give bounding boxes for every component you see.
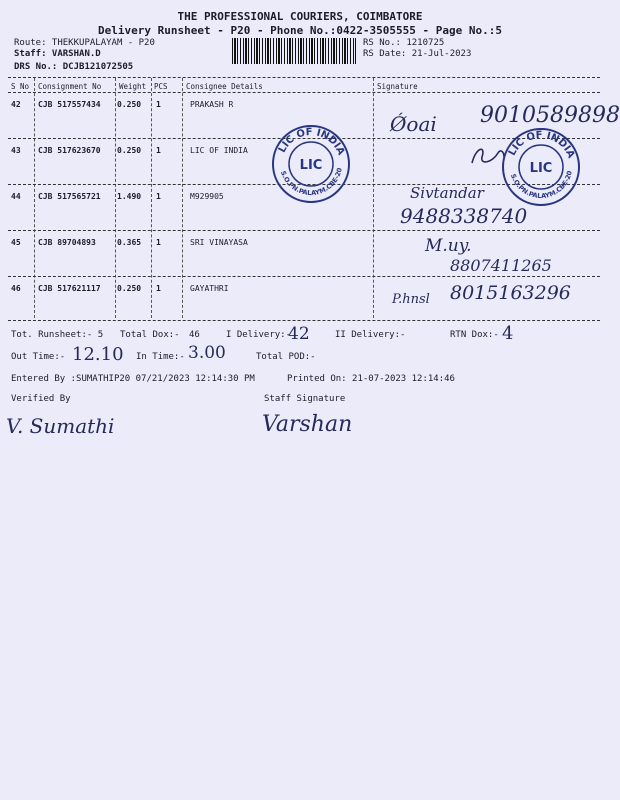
total-runsheet: Tot. Runsheet:- 5 (11, 330, 104, 340)
row-pcs: 1 (156, 146, 161, 155)
i-delivery-value: 42 (288, 324, 310, 344)
rs-number: RS No.: 1210725 (363, 38, 445, 48)
row-consignment: CJB 89704893 (38, 238, 96, 247)
row-consignee: PRAKASH R (190, 100, 234, 109)
verified-by-label: Verified By (11, 394, 71, 404)
row-sno: 42 (11, 100, 21, 109)
col-divider (151, 78, 152, 318)
staff-signature-label: Staff Signature (264, 394, 346, 404)
in-time-value: 3.00 (188, 343, 226, 363)
total-pod-label: Total POD:- (256, 352, 316, 362)
rtn-dox-label: RTN Dox:- (450, 330, 499, 340)
rs-date: RS Date: 21-Jul-2023 (363, 49, 472, 59)
total-dox-label: Total Dox:- (120, 330, 180, 340)
verified-signature: V. Sumathi (6, 414, 115, 438)
row-signature-phone: 8015163296 (450, 282, 571, 304)
row-consignment: CJB 517623670 (38, 146, 101, 155)
staff-signature: Varshan (262, 412, 353, 437)
row-consignee: M929905 (190, 192, 224, 201)
in-time-label: In Time:- (136, 352, 185, 362)
route-label: Route: THEKKUPALAYAM - P20 (14, 38, 155, 48)
row-consignee: LIC OF INDIA (190, 146, 248, 155)
row-rule (8, 276, 600, 277)
rtn-dox-value: 4 (502, 323, 514, 344)
row-sno: 44 (11, 192, 21, 201)
barcode (232, 38, 356, 64)
row-consignment: CJB 517557434 (38, 100, 101, 109)
row-signature-phone: 9488338740 (400, 204, 528, 228)
row-sno: 43 (11, 146, 21, 155)
table-top-rule (8, 77, 600, 78)
stamp-center-text: LIC (299, 158, 323, 173)
company-title: THE PROFESSIONAL COURIERS, COIMBATORE (177, 10, 423, 23)
table-bottom-rule (8, 320, 600, 321)
row-consignment: CJB 517621117 (38, 284, 101, 293)
col-pcs: PCS (154, 82, 168, 91)
row-consignee: GAYATHRI (190, 284, 229, 293)
col-divider (182, 78, 183, 318)
col-divider (34, 78, 35, 318)
out-time-value: 12.10 (72, 344, 124, 365)
total-dox-value: 46 (189, 330, 200, 340)
row-weight: 0.250 (117, 146, 142, 155)
row-pcs: 1 (156, 284, 161, 293)
row-sno: 46 (11, 284, 21, 293)
row-rule (8, 230, 600, 231)
row-consignment: CJB 517565721 (38, 192, 101, 201)
row-signature-name: Ǿoai (390, 112, 437, 136)
col-divider (115, 78, 116, 318)
lic-stamp-right (500, 126, 582, 208)
row-pcs: 1 (156, 192, 161, 201)
staff-label: Staff: VARSHAN.D (14, 49, 101, 59)
row-sno: 45 (11, 238, 21, 247)
row-signature-phone: 8807411265 (450, 256, 552, 275)
row-weight: 0.250 (117, 100, 142, 109)
row-weight: 1.490 (117, 192, 142, 201)
row-pcs: 1 (156, 238, 161, 247)
row-signature-phone: 9010589898 (480, 103, 620, 128)
row-signature-name: M.uy. (425, 236, 472, 256)
lic-stamp-left (270, 123, 352, 205)
col-divider (373, 78, 374, 318)
entered-by: Entered By :SUMATHIP20 07/21/2023 12:14:30 PM (11, 374, 255, 384)
row-weight: 0.250 (117, 284, 142, 293)
stamp-bottom-text: S.O.PN.PALAYM.CBE-20 (508, 170, 574, 201)
stamp-bottom-text: S.O.PN.PALAYM.CBE-20 (278, 167, 344, 198)
printed-on: Printed On: 21-07-2023 12:14:46 (287, 374, 455, 384)
row-signature-name: P.hnsl (392, 292, 430, 307)
runsheet-subtitle: Delivery Runsheet - P20 - Phone No.:0422-3505555 - Page No.:5 (98, 24, 502, 37)
ii-delivery-label: II Delivery:- (335, 330, 406, 340)
row-consignee: SRI VINAYASA (190, 238, 248, 247)
row-signature-name: Sivtandar (410, 184, 484, 202)
col-sno: S No (11, 82, 30, 91)
row-weight: 0.365 (117, 238, 142, 247)
out-time-label: Out Time:- (11, 352, 66, 362)
stamp-top-text: LIC OF INDIA (276, 126, 347, 157)
col-weight: Weight (119, 82, 147, 91)
table-header-rule (8, 92, 600, 93)
row-pcs: 1 (156, 100, 161, 109)
i-delivery-label: I Delivery:- (226, 330, 292, 340)
stamp-center-text: LIC (529, 161, 553, 176)
col-consignee: Consignee Details (186, 82, 263, 91)
col-signature: Signature (377, 82, 418, 91)
drs-number: DRS No.: DCJB121072505 (14, 62, 134, 72)
stamp-top-text: LIC OF INDIA (506, 129, 577, 160)
col-consignment: Consignment No (38, 82, 102, 91)
